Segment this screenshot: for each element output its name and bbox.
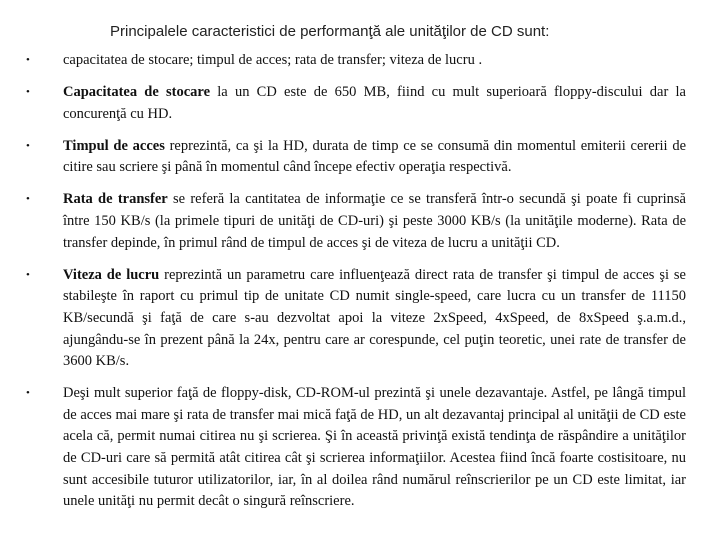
item-text bbox=[63, 50, 686, 72]
bullet-icon: • bbox=[26, 54, 30, 66]
list-item bbox=[26, 136, 686, 179]
list-item bbox=[26, 265, 686, 373]
list-item bbox=[26, 82, 686, 125]
bullet-icon: • bbox=[26, 268, 30, 281]
list-item bbox=[26, 189, 686, 254]
bullet-icon: • bbox=[26, 139, 30, 152]
list-item bbox=[26, 50, 686, 72]
item-description: reprezintă un parametru care influenţează direct rata de transfer şi timpul de acces şi se stabileşte în raport cu primul tip de unitate CD numit single-speed, care lucra cu un transfer de 11150 KB/secundă şi faţă de care s-au dezvoltat apoi la viteze 2xSpeed, 4xSpeed, de 8xSpeed ş.a.m.d., ajungându-se în prezent până la 24x, pentru care ar corespunde, cel puţin teoretic, unei rate de transfer de 3600 KB/s. bbox=[63, 266, 686, 370]
item-term: Rata de transfer bbox=[63, 191, 168, 208]
item-description: Deşi mult superior faţă de floppy-disk, CD-ROM-ul prezintă şi unele dezavantaje. Astfel, pe lângă timpul de acces mai mare şi rata de transfer mai mică faţă de HD, un alt dezavantaj principal al unităţii de CD este acela că, permit numai citirea nu şi scrierea. Şi în această privinţă există tendinţa de răspândire a unităţilor de CD-uri care să permită atât citirea cât şi scrierea informaţiilor. Acestea fiind încă foarte costisitoare, nu sunt accesibile tuturor utilizatorilor, iar, în al doilea rând numărul reînscrierilor pe un CD este limitat, iar unele unităţi nu permit decât o singură reînscriere. bbox=[63, 385, 686, 510]
list-item bbox=[26, 383, 686, 513]
characteristics-list bbox=[26, 50, 686, 523]
item-text bbox=[63, 189, 686, 254]
item-description: capacitatea de stocare; timpul de acces; rata de transfer; viteza de lucru . bbox=[63, 52, 483, 68]
item-term: Viteza de lucru bbox=[63, 266, 160, 283]
item-text bbox=[63, 383, 686, 513]
bullet-icon: • bbox=[26, 387, 30, 400]
item-text bbox=[63, 136, 686, 179]
bullet-icon: • bbox=[26, 193, 30, 206]
page-title: Principalele caracteristici de performanţă ale unităţilor de CD sunt: bbox=[110, 23, 550, 40]
item-description: reprezintă, ca şi la HD, durata de timp ce se consumă din momentul emiterii cererii de citire sau scriere şi până în momentul când începe efectiv operaţia respectivă. bbox=[63, 137, 687, 176]
item-text bbox=[63, 265, 686, 373]
item-description: la un CD este de 650 MB, fiind cu mult superioară floppy-discului dar la concurenţă cu HD. bbox=[63, 84, 686, 122]
bullet-icon: • bbox=[26, 86, 30, 99]
item-term: Timpul de acces bbox=[63, 137, 165, 154]
item-text bbox=[63, 82, 686, 125]
item-term: Capacitatea de stocare bbox=[63, 84, 211, 101]
item-description: se referă la cantitatea de informaţie ce se transferă într-o secundă şi poate fi cuprinsă între 150 KB/s (la primele tipuri de unităţi de CD-uri) şi peste 3000 KB/s (la unităţile moderne). Rata de transfer depinde, în primul rând de timpul de acces şi de viteza de lucru a unităţii CD. bbox=[63, 191, 686, 251]
